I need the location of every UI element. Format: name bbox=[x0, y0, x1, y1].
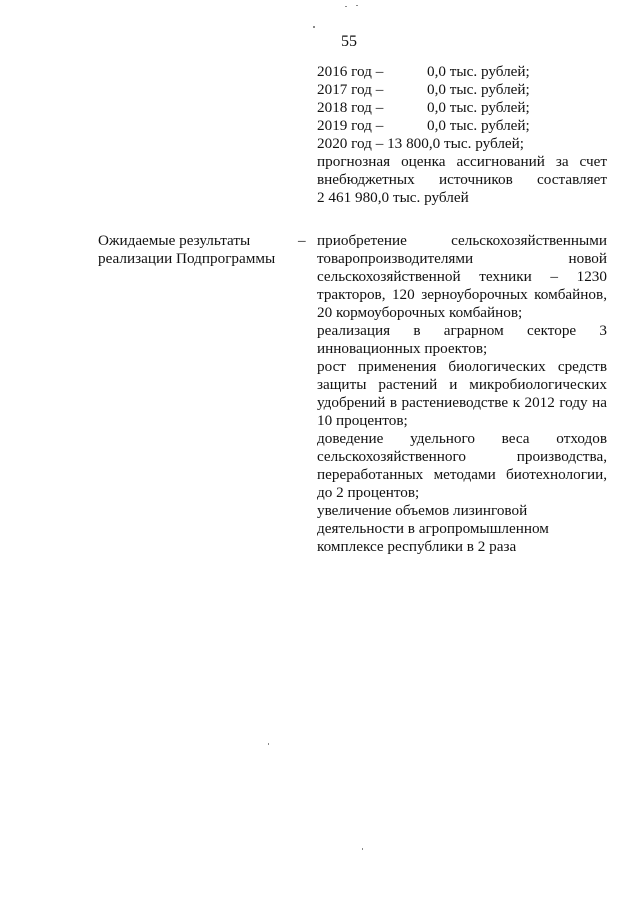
funding-year-row bbox=[317, 117, 607, 135]
year-label: 2018 год – bbox=[317, 99, 384, 116]
funding-block bbox=[317, 63, 607, 207]
year-label: 2019 год – bbox=[317, 117, 384, 134]
scan-artifact bbox=[268, 743, 269, 745]
year-value: 0,0 тыс. рублей; bbox=[427, 99, 530, 116]
result-item: доведение удельного веса отходов сельскохозяйственного производства, переработанных методами биотехнологии, до 2 процентов; bbox=[317, 430, 607, 501]
separator-dash: – bbox=[298, 232, 306, 249]
year-label: 2016 год – bbox=[317, 63, 384, 80]
result-item: приобретение сельскохозяйственными товаропроизводителями новой сельскохозяйственной техники – 1230 тракторов, 120 зерноуборочных комбайнов, 20 кормоуборочных комбайнов; bbox=[317, 232, 607, 321]
forecast-total: 2 461 980,0 тыс. рублей bbox=[317, 189, 469, 206]
forecast-line: внебюджетных источников составляет bbox=[317, 171, 607, 188]
result-item: реализация в аграрном секторе 3 инновационных проектов; bbox=[317, 322, 607, 357]
forecast-line: прогнозная оценка ассигнований за счет bbox=[317, 153, 607, 170]
result-item: рост применения биологических средств защиты растений и микробиологических удобрений в растениеводстве к 2012 году на 10 процентов; bbox=[317, 358, 607, 429]
year-label: 2017 год – bbox=[317, 81, 384, 98]
scan-artifact bbox=[362, 848, 363, 850]
funding-2020-line: 2020 год – 13 800,0 тыс. рублей; bbox=[317, 135, 525, 152]
year-value: 0,0 тыс. рублей; bbox=[427, 63, 530, 80]
result-item: увеличение объемов лизинговой деятельности в агропромышленном комплексе республики в 2 раза bbox=[317, 502, 549, 555]
year-value: 0,0 тыс. рублей; bbox=[427, 117, 530, 134]
scan-artifact bbox=[345, 6, 347, 7]
year-value: 0,0 тыс. рублей; bbox=[427, 81, 530, 98]
funding-year-row bbox=[317, 99, 607, 117]
scan-artifact bbox=[313, 26, 315, 28]
scan-artifact bbox=[356, 5, 358, 6]
funding-year-row bbox=[317, 63, 607, 81]
expected-results-list bbox=[317, 232, 607, 556]
expected-results-label: Ожидаемые результаты реализации Подпрограммы bbox=[98, 232, 276, 267]
page-number: 55 bbox=[341, 33, 357, 50]
funding-year-row bbox=[317, 81, 607, 99]
